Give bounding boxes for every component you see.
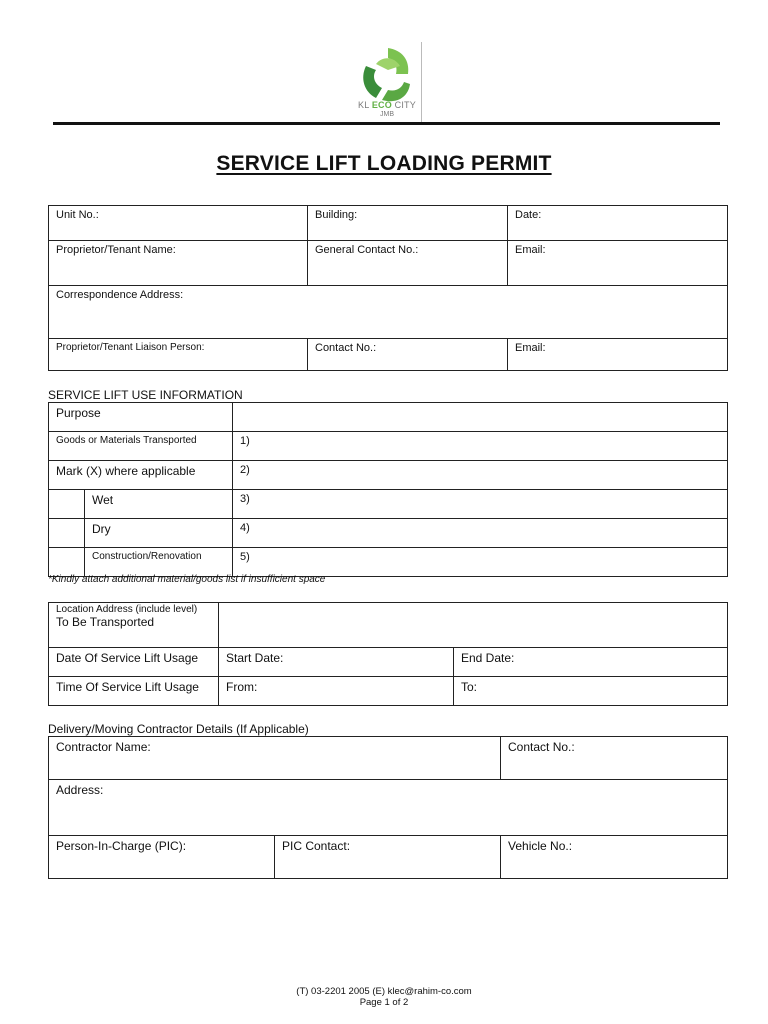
logo-subtext: JMB <box>380 111 394 118</box>
wet-label: Wet <box>85 490 233 519</box>
contractor-name-field[interactable]: Contractor Name: <box>49 737 501 780</box>
page-number: Page 1 of 2 <box>359 997 409 1008</box>
liaison-person-field[interactable]: Proprietor/Tenant Liaison Person: <box>49 339 308 371</box>
contractor-heading: Delivery/Moving Contractor Details (If Applicable) <box>48 722 309 736</box>
construction-label: Construction/Renovation <box>85 548 233 577</box>
header-rule <box>53 122 720 125</box>
tenant-name-field[interactable]: Proprietor/Tenant Name: <box>49 241 308 286</box>
attachment-note: *Kindly attach additional material/goods list if insufficient space <box>48 574 326 585</box>
goods-item-2[interactable]: 2) <box>233 461 728 490</box>
mark-label: Mark (X) where applicable <box>49 461 233 490</box>
unit-no-field[interactable]: Unit No.: <box>49 206 308 241</box>
general-contact-field[interactable]: General Contact No.: <box>308 241 508 286</box>
construction-checkbox[interactable] <box>49 548 85 577</box>
liaison-email-field[interactable]: Email: <box>508 339 728 371</box>
from-time-field[interactable]: From: <box>219 677 454 706</box>
logo-divider <box>421 42 422 122</box>
service-lift-heading: SERVICE LIFT USE INFORMATION <box>48 388 243 402</box>
date-field[interactable]: Date: <box>508 206 728 241</box>
start-date-field[interactable]: Start Date: <box>219 648 454 677</box>
to-time-field[interactable]: To: <box>454 677 728 706</box>
contractor-contact-field[interactable]: Contact No.: <box>501 737 728 780</box>
email-field[interactable]: Email: <box>508 241 728 286</box>
service-lift-table <box>48 402 728 577</box>
purpose-field[interactable] <box>233 403 728 432</box>
building-field[interactable]: Building: <box>308 206 508 241</box>
wet-checkbox[interactable] <box>49 490 85 519</box>
contractor-address-field[interactable]: Address: <box>49 780 728 836</box>
location-address-label: Location Address (include level) To Be Transported <box>49 603 219 648</box>
logo-leaf-right <box>382 82 410 101</box>
footer-contact: (T) 03-2201 2005 (E) klec@rahim-co.com <box>296 986 472 997</box>
contractor-table <box>48 736 728 879</box>
goods-item-3[interactable]: 3) <box>233 490 728 519</box>
dry-label: Dry <box>85 519 233 548</box>
location-table <box>48 602 728 706</box>
end-date-field[interactable]: End Date: <box>454 648 728 677</box>
footer <box>0 986 768 1008</box>
page-title: SERVICE LIFT LOADING PERMIT <box>216 152 552 175</box>
pic-field[interactable]: Person-In-Charge (PIC): <box>49 836 275 879</box>
logo-text: KL ECO CITY <box>358 100 416 110</box>
applicant-table <box>48 205 728 371</box>
logo-leaf-left <box>363 66 382 98</box>
liaison-contact-field[interactable]: Contact No.: <box>308 339 508 371</box>
goods-item-4[interactable]: 4) <box>233 519 728 548</box>
pic-contact-field[interactable]: PIC Contact: <box>275 836 501 879</box>
correspondence-address-field[interactable]: Correspondence Address: <box>49 286 728 339</box>
purpose-label: Purpose <box>49 403 233 432</box>
vehicle-no-field[interactable]: Vehicle No.: <box>501 836 728 879</box>
goods-item-5[interactable]: 5) <box>233 548 728 577</box>
location-address-field[interactable] <box>219 603 728 648</box>
time-usage-label: Time Of Service Lift Usage <box>49 677 219 706</box>
goods-label: Goods or Materials Transported <box>49 432 233 461</box>
dry-checkbox[interactable] <box>49 519 85 548</box>
date-usage-label: Date Of Service Lift Usage <box>49 648 219 677</box>
goods-item-1[interactable]: 1) <box>233 432 728 461</box>
